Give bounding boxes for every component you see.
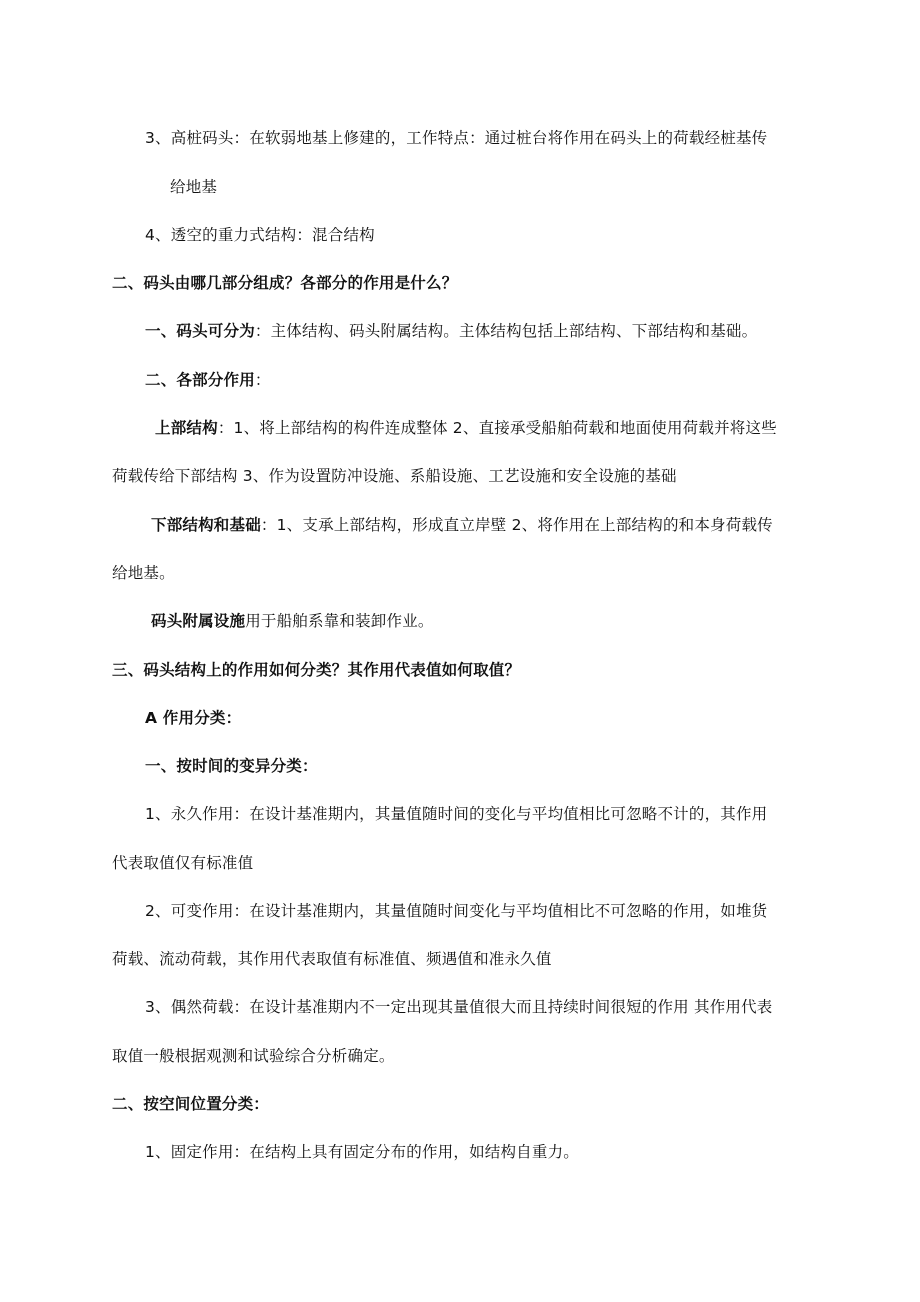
section-heading-3: 三、码头结构上的作用如何分类？其作用代表值如何取值？ [112, 661, 521, 679]
subheading-part-functions: 二、各部分作用： [145, 371, 271, 389]
paragraph-substructure: 下部结构和基础：1、支承上部结构，形成直立岸壁 2、将作用在上部结构的和本身荷载传 [151, 516, 773, 534]
subheading-action-classification: A 作用分类： [145, 709, 242, 727]
paragraph-variable-action: 2、可变作用：在设计基准期内，其量值随时间变化与平均值相比不可忽略的作用，如堆货 [145, 902, 768, 920]
paragraph-fixed-action: 1、固定作用：在结构上具有固定分布的作用，如结构自重力。 [145, 1143, 579, 1161]
paragraph-accidental-load: 3、偶然荷载：在设计基准期内不一定出现其量值很大而且持续时间很短的作用 其作用代表 [145, 998, 773, 1016]
paragraph-wharf-composition: 一、码头可分为：主体结构、码头附属结构。主体结构包括上部结构、下部结构和基础。 [145, 322, 758, 340]
subheading-by-time-variation: 一、按时间的变异分类： [145, 757, 318, 775]
paragraph-continuation: 代表取值仅有标准值 [112, 854, 254, 872]
paragraph-superstructure: 上部结构：1、将上部结构的构件连成整体 2、直接承受船舶荷载和地面使用荷载并将这些 [155, 419, 777, 437]
paragraph-permanent-action: 1、永久作用：在设计基准期内，其量值随时间的变化与平均值相比可忽略不计的，其作用 [145, 805, 768, 823]
paragraph-continuation: 取值一般根据观测和试验综合分析确定。 [112, 1047, 395, 1065]
section-heading-2: 二、码头由哪几部分组成？各部分的作用是什么？ [112, 274, 458, 292]
paragraph-high-pile-wharf: 3、高桩码头：在软弱地基上修建的，工作特点：通过桩台将作用在码头上的荷载经桩基传 [145, 129, 768, 147]
subheading-by-spatial-position: 二、按空间位置分类： [112, 1095, 270, 1113]
paragraph-ancillary-facilities: 码头附属设施用于船舶系靠和装卸作业。 [151, 612, 434, 630]
paragraph-continuation: 荷载传给下部结构 3、作为设置防冲设施、系船设施、工艺设施和安全设施的基础 [112, 467, 677, 485]
paragraph-gravity-structure: 4、透空的重力式结构：混合结构 [145, 226, 375, 244]
paragraph-continuation: 荷载、流动荷载，其作用代表取值有标准值、频遇值和准永久值 [112, 950, 552, 968]
paragraph-continuation: 给地基 [170, 178, 218, 196]
paragraph-continuation: 给地基。 [112, 564, 175, 582]
